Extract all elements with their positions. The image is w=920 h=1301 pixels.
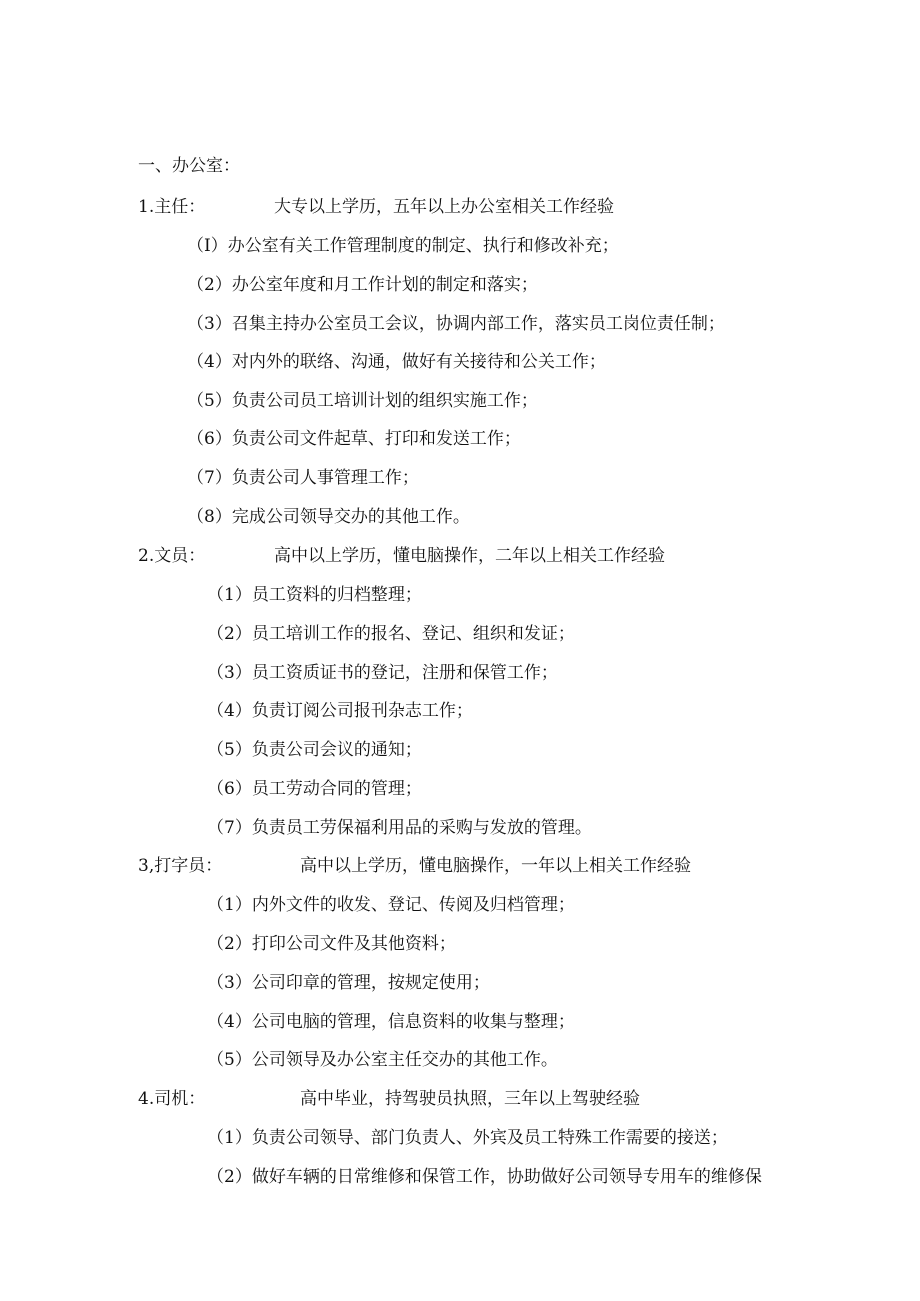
duty-item: （5）负责公司员工培训计划的组织实施工作； xyxy=(187,391,538,411)
role-requirement: 高中毕业，持驾驶员执照，三年以上驾驶经验 xyxy=(300,1089,640,1109)
duty-item: （6）负责公司文件起草、打印和发送工作； xyxy=(187,429,521,449)
role-label: 2.文员： xyxy=(138,546,206,566)
duty-item: （5）公司领导及办公室主任交办的其他工作。 xyxy=(207,1050,558,1070)
duty-item: （2）打印公司文件及其他资料； xyxy=(207,934,456,954)
duty-item: （2）做好车辆的日常维修和保管工作，协助做好公司领导专用车的维修保 xyxy=(207,1167,762,1187)
duty-item: （4）对内外的联络、沟通，做好有关接待和公关工作； xyxy=(187,352,606,372)
duty-item: （1）内外文件的收发、登记、传阅及归档管理； xyxy=(207,895,575,915)
duty-item: （5）负责公司会议的通知； xyxy=(207,740,422,760)
role-label: 1.主任： xyxy=(138,197,206,217)
duty-item: （8）完成公司领导交办的其他工作。 xyxy=(187,507,470,527)
duty-item: （7）负责员工劳保福利用品的采购与发放的管理。 xyxy=(207,818,592,838)
role-requirement: 大专以上学历，五年以上办公室相关工作经验 xyxy=(274,197,614,217)
duty-item: （3）员工资质证书的登记，注册和保管工作； xyxy=(207,663,558,683)
duty-item: （2）员工培训工作的报名、登记、组织和发证； xyxy=(207,624,575,644)
role-label: 4.司机： xyxy=(138,1089,206,1109)
role-requirement: 高中以上学历，懂电脑操作，一年以上相关工作经验 xyxy=(300,856,691,876)
role-label: 3,打字员： xyxy=(138,856,223,876)
duty-item: （3）公司印章的管理，按规定使用； xyxy=(207,973,490,993)
duty-item: （1）员工资料的归档整理； xyxy=(207,585,422,605)
duty-item: （I）办公室有关工作管理制度的制定、执行和修改补充； xyxy=(187,236,619,256)
duty-item: （4）负责订阅公司报刊杂志工作； xyxy=(207,701,473,721)
duty-item: （1）负责公司领导、部门负责人、外宾及员工特殊工作需要的接送； xyxy=(207,1128,728,1148)
duty-item: （7）负责公司人事管理工作； xyxy=(187,468,419,488)
duty-item: （4）公司电脑的管理，信息资料的收集与整理； xyxy=(207,1012,575,1032)
role-requirement: 高中以上学历，懂电脑操作，二年以上相关工作经验 xyxy=(274,546,665,566)
duty-item: （6）员工劳动合同的管理； xyxy=(207,779,422,799)
section-title: 一、办公室： xyxy=(138,156,240,176)
duty-item: （3）召集主持办公室员工会议，协调内部工作，落实员工岗位责任制； xyxy=(187,314,725,334)
duty-item: （2）办公室年度和月工作计划的制定和落实； xyxy=(187,275,538,295)
